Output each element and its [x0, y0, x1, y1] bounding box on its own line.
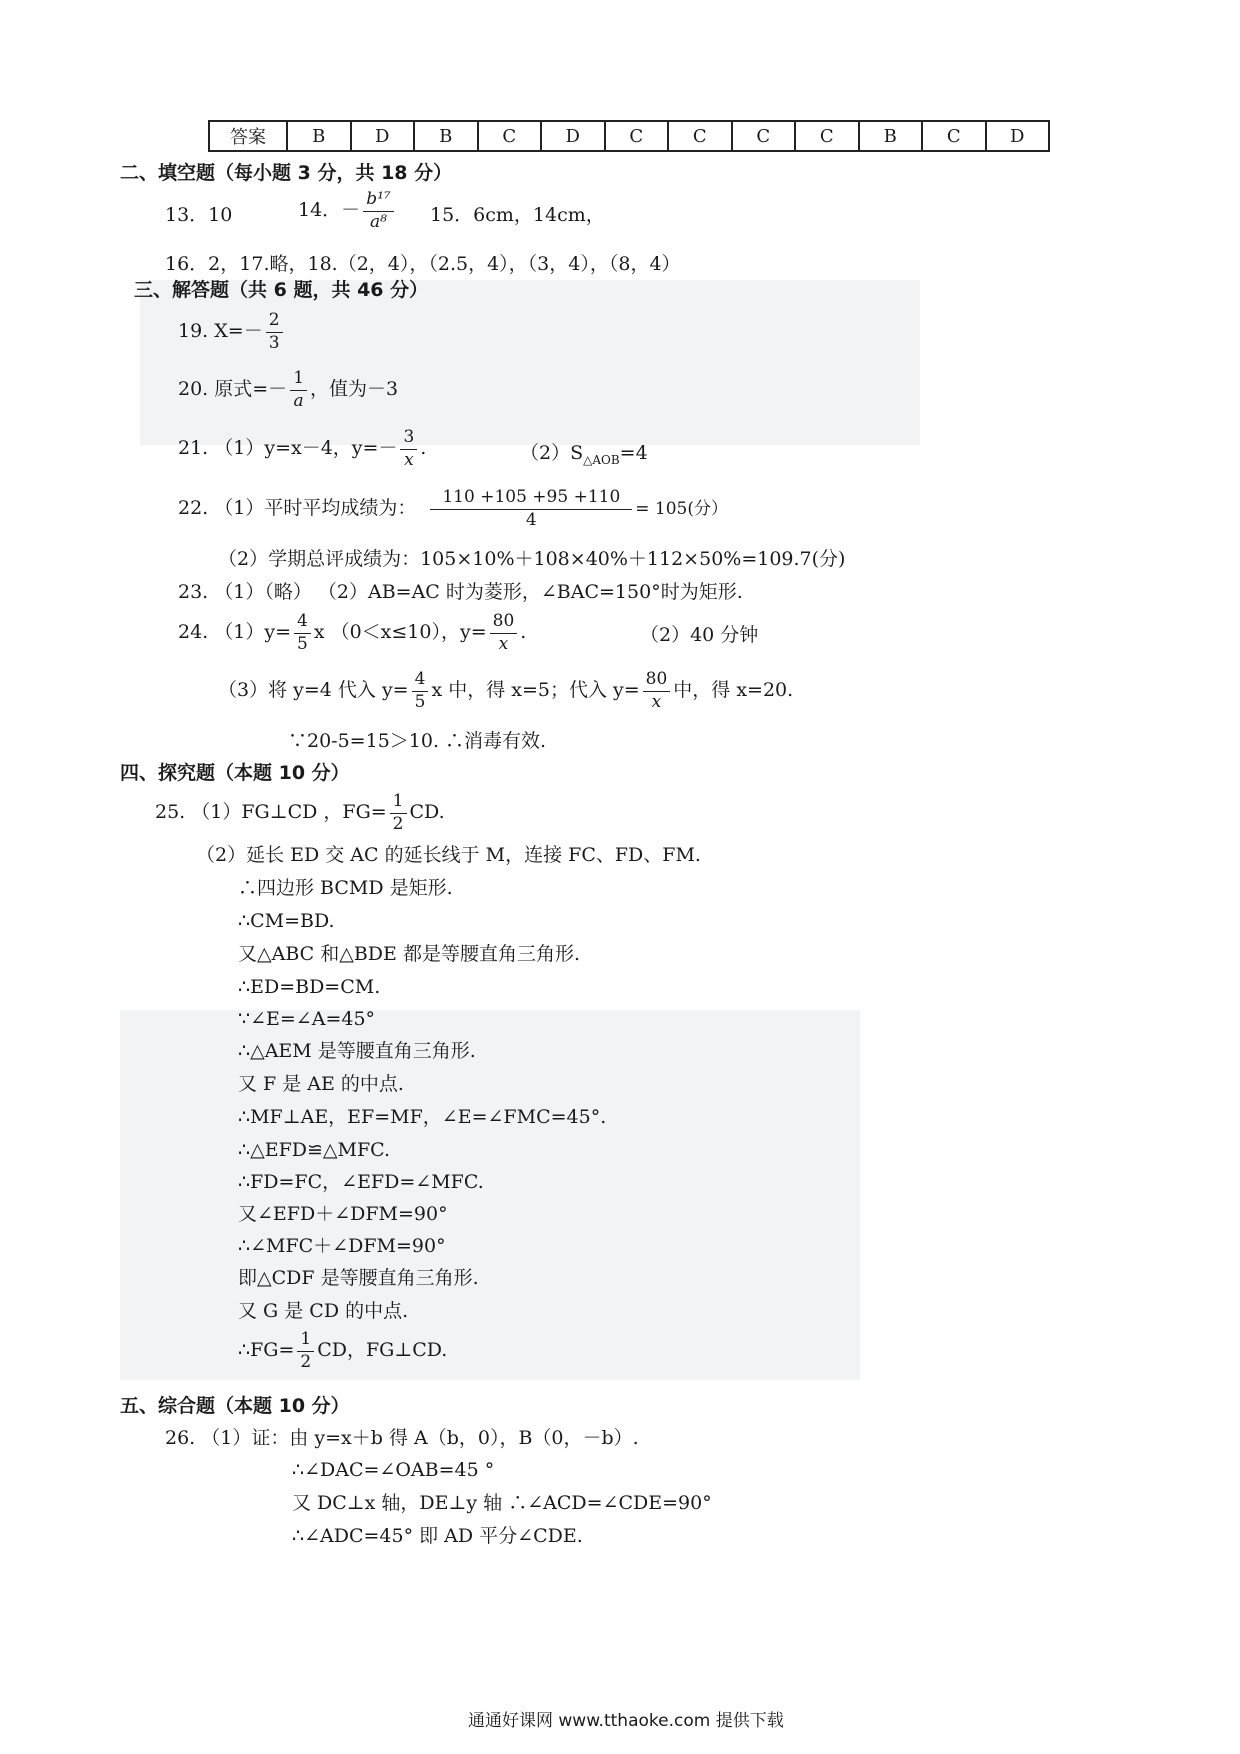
- answer-12: D: [986, 121, 1050, 151]
- q15-answer: 15．6cm，14cm，: [430, 204, 605, 226]
- q20-answer: [178, 369, 398, 411]
- answer-6: C: [605, 121, 669, 151]
- q25-step-2: ∴CM=BD.: [238, 910, 335, 932]
- q21-label: 21. （1）y=x－4，y=－: [178, 437, 398, 460]
- q26-line-1: 26. （1）证：由 y=x＋b 得 A（b，0），B（0，－b）.: [165, 1427, 639, 1449]
- q25-step-14: 又 G 是 CD 的中点.: [238, 1300, 409, 1322]
- answer-4: C: [478, 121, 542, 151]
- q22-fraction: [430, 488, 632, 530]
- q25-final-denominator: 2: [300, 1351, 312, 1372]
- q14-answer: [298, 190, 397, 232]
- q22-label: 22. （1）平时平均成绩为：: [178, 497, 417, 520]
- q25-step-13: 即△CDF 是等腰直角三角形.: [238, 1267, 479, 1289]
- q24-label: 24. （1）y=: [178, 621, 291, 644]
- scan-shading-top: [140, 280, 920, 445]
- q24-fraction-1: [294, 612, 311, 654]
- q26-line-3: 又 DC⊥x 轴，DE⊥y 轴 ∴∠ACD=∠CDE=90°: [292, 1492, 712, 1514]
- q14-numerator: b¹⁷: [363, 190, 394, 212]
- q25-final-numerator: 1: [297, 1330, 314, 1352]
- section3-title: 三、解答题（共 6 题，共 46 分）: [134, 279, 429, 301]
- answer-1: B: [287, 121, 351, 151]
- q26-line-2: ∴∠DAC=∠OAB=45 °: [292, 1459, 495, 1481]
- section2-title: 二、填空题（每小题 3 分，共 18 分）: [120, 162, 453, 184]
- q23-answer: 23. （1）（略） （2）AB=AC 时为菱形，∠BAC=150°时为矩形.: [178, 581, 743, 603]
- q24-part3-denominator-2: x: [651, 691, 662, 712]
- q22-answer: [178, 488, 728, 530]
- q25-step-6: ∴△AEM 是等腰直角三角形.: [238, 1040, 476, 1062]
- q24-part3-fraction-1: [412, 670, 429, 712]
- answer-5: D: [541, 121, 605, 151]
- q19-answer: [178, 311, 286, 353]
- q20-numerator: 1: [290, 369, 307, 391]
- q24-part2: （2）40 分钟: [640, 624, 759, 646]
- q19-fraction: [266, 311, 283, 353]
- answer-table: [208, 120, 1050, 152]
- q24-denominator-1: 5: [297, 633, 308, 654]
- q19-numerator: 2: [266, 311, 283, 333]
- q24-part3-numerator-1: 4: [412, 670, 429, 692]
- q21-fraction: [400, 428, 417, 470]
- q25-final-label: ∴FG=: [238, 1339, 295, 1362]
- q24-part3-c: 中，得 x=20.: [673, 679, 794, 702]
- q24-part3-denominator-1: 5: [414, 691, 426, 712]
- q21-part2: [520, 444, 648, 466]
- answer-2: D: [351, 121, 415, 151]
- answer-8: C: [732, 121, 796, 151]
- q24-mid: x （0＜x≤10），y=: [313, 621, 487, 644]
- q14-fraction: [363, 190, 394, 232]
- q21-part2-label: （2）S: [520, 442, 584, 464]
- q16-18-answers: 16．2，17.略，18.（2，4），（2.5，4），（3，4），（8，4）: [165, 253, 681, 275]
- q25-final: [238, 1330, 447, 1372]
- q25-step-4: ∴ED=BD=CM.: [238, 976, 381, 998]
- answer-3: B: [414, 121, 478, 151]
- q24-numerator-1: 4: [294, 612, 311, 634]
- q25-final-tail: CD，FG⊥CD.: [317, 1339, 448, 1362]
- q22-tail: = 105(分）: [635, 499, 729, 520]
- q22-numerator: 110 +105 +95 +110: [430, 488, 632, 510]
- q24-tail: .: [520, 621, 527, 644]
- q24-conclusion: ∵20-5=15＞10. ∴消毒有效.: [288, 730, 547, 752]
- q21-numerator: 3: [400, 428, 417, 450]
- q25-step-1: ∴四边形 BCMD 是矩形.: [238, 877, 453, 899]
- q25-step-12: ∴∠MFC＋∠DFM=90°: [238, 1235, 446, 1257]
- q20-label: 20. 原式=－: [178, 378, 288, 401]
- q26-line-4: ∴∠ADC=45° 即 AD 平分∠CDE.: [292, 1525, 583, 1547]
- q20-fraction: [290, 369, 307, 411]
- q25-step-10: ∴FD=FC，∠EFD=∠MFC.: [238, 1171, 484, 1193]
- q21-part2-tail: =4: [619, 442, 648, 464]
- answer-7: C: [668, 121, 732, 151]
- q24-part3-numerator-2: 80: [643, 670, 671, 692]
- q20-denominator: a: [293, 390, 304, 411]
- answer-9: C: [795, 121, 859, 151]
- q25-step-9: ∴△EFD≌△MFC.: [238, 1139, 391, 1161]
- q19-denominator: 3: [268, 332, 280, 353]
- q25-step-5: ∵∠E=∠A=45°: [238, 1008, 376, 1030]
- q19-label: 19. X=－: [178, 320, 263, 343]
- q25-label: 25. （1）FG⊥CD ，FG=: [155, 801, 387, 824]
- q25-step-7: 又 F 是 AE 的中点.: [238, 1073, 404, 1095]
- scan-shading-bottom: [120, 1010, 860, 1380]
- q25-denominator: 2: [392, 813, 404, 834]
- q25-final-fraction: [297, 1330, 314, 1372]
- answer-row: [209, 121, 1049, 151]
- q24-fraction-2: [490, 612, 518, 654]
- answer-header: 答案: [209, 121, 287, 151]
- section4-title: 四、探究题（本题 10 分）: [120, 762, 350, 784]
- q24-part3: [218, 670, 793, 712]
- answer-11: C: [922, 121, 986, 151]
- q25-step-11: 又∠EFD＋∠DFM=90°: [238, 1203, 448, 1225]
- q24-answer: [178, 612, 526, 654]
- q25-step-3: 又△ABC 和△BDE 都是等腰直角三角形.: [238, 943, 580, 965]
- q24-part3-b: x 中，得 x=5；代入 y=: [431, 679, 640, 702]
- q24-numerator-2: 80: [490, 612, 518, 634]
- q24-part3-fraction-2: [643, 670, 671, 712]
- q25-answer: [155, 792, 445, 834]
- q22-part2: （2）学期总评成绩为：105×10%＋108×40%＋112×50%=109.7(分): [218, 548, 846, 570]
- q22-denominator: 4: [525, 509, 537, 530]
- q25-part2: （2）延长 ED 交 AC 的延长线于 M，连接 FC、FD、FM.: [196, 844, 701, 866]
- q13-answer: 13．10: [165, 204, 233, 226]
- q25-tail: CD.: [409, 801, 445, 824]
- page-footer: 通通好课网 www.tthaoke.com 提供下载: [468, 1711, 784, 1731]
- answer-10: B: [859, 121, 923, 151]
- q20-tail: ，值为－3: [310, 378, 399, 401]
- q21-answer: [178, 428, 426, 470]
- q25-fraction: [390, 792, 407, 834]
- section5-title: 五、综合题（本题 10 分）: [120, 1395, 350, 1417]
- q21-subscript: △AOB: [583, 452, 620, 467]
- q25-step-8: ∴MF⊥AE，EF=MF，∠E=∠FMC=45°.: [238, 1106, 607, 1128]
- q25-numerator: 1: [390, 792, 407, 814]
- q21-denominator: x: [404, 449, 414, 470]
- q14-denominator: a⁸: [369, 211, 387, 232]
- q24-part3-a: （3）将 y=4 代入 y=: [218, 679, 409, 702]
- q14-label: 14．－: [298, 199, 361, 222]
- q21-mid: .: [420, 437, 427, 460]
- q24-denominator-2: x: [498, 633, 509, 654]
